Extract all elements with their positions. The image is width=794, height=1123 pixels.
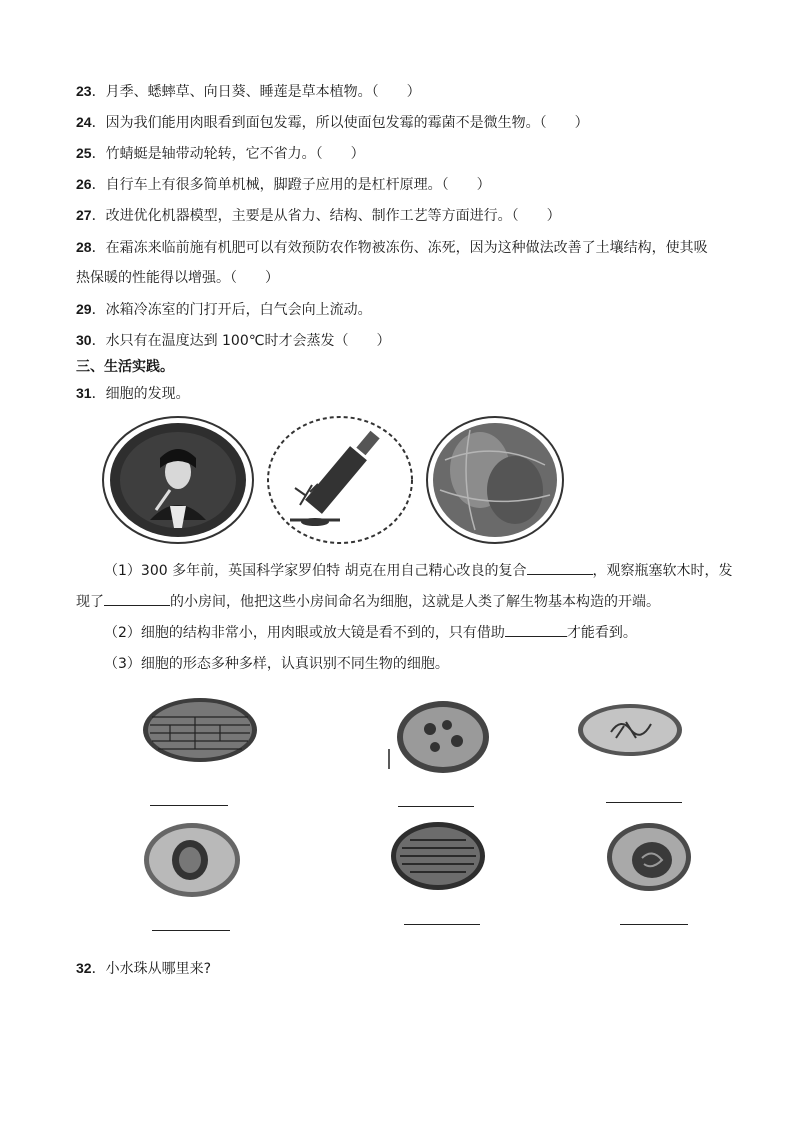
- question-text: 热保暖的性能得以增强。（ ）: [76, 270, 279, 286]
- q31-part3: （3）细胞的形态多种多样，认真识别不同生物的细胞。: [104, 656, 449, 672]
- question-32-title: [76, 958, 724, 979]
- answer-line-cell-5[interactable]: [404, 924, 480, 925]
- cell-image-5: [388, 820, 488, 892]
- question-number: 26: [76, 176, 92, 192]
- question-text: ．自行车上有很多简单机械，脚蹬子应用的是杠杆原理。（ ）: [91, 177, 491, 193]
- question-text: ．小水珠从哪里来?: [91, 961, 212, 977]
- question-27: [76, 205, 724, 226]
- question-text: ．冰箱冷冻室的门打开后，白气会向上流动。: [91, 302, 372, 318]
- answer-blank-1[interactable]: [527, 560, 593, 575]
- q31-part1-text-a: （1）300 多年前，英国科学家罗伯特 胡克在用自己精心改良的复合: [104, 563, 527, 579]
- answer-blank-2[interactable]: [104, 591, 170, 606]
- cell-image-6: [604, 820, 694, 894]
- question-31-title: [76, 383, 724, 404]
- q31-part2-text-b: 才能看到。: [566, 625, 637, 641]
- question-number: 24: [76, 114, 92, 130]
- question-number: 27: [76, 207, 92, 223]
- cell-image-4: [142, 820, 242, 900]
- question-text: ．月季、蟋蟀草、向日葵、睡莲是草本植物。（ ）: [91, 84, 421, 100]
- question-28: [76, 237, 724, 258]
- cork-cells-image: [427, 417, 563, 543]
- q31-part2-text-a: （2）细胞的结构非常小，用肉眼或放大镜是看不到的，只有借助: [104, 625, 505, 641]
- cell-discovery-pictures: [100, 410, 570, 550]
- answer-line-cell-3[interactable]: [606, 802, 682, 803]
- question-text: ．细胞的发现。: [91, 386, 190, 402]
- cell-image-1: [140, 695, 260, 765]
- cell-image-2: [385, 697, 495, 777]
- answer-line-cell-4[interactable]: [152, 930, 230, 931]
- question-30: [76, 330, 724, 351]
- microscope-image: [268, 417, 412, 543]
- question-29: [76, 299, 724, 320]
- cell-image-3: [576, 702, 686, 762]
- answer-line-cell-6[interactable]: [620, 924, 688, 925]
- question-text: ．因为我们能用肉眼看到面包发霉，所以使面包发霉的霉菌不是微生物。（ ）: [91, 115, 589, 131]
- question-28-cont: [76, 268, 724, 288]
- q31-part1-text-b: ，观察瓶塞软木时，发: [592, 563, 733, 579]
- q31-part1-text-d: 的小房间，他把这些小房间命名为细胞，这就是人类了解生物基本构造的开端。: [170, 594, 660, 610]
- section-title: 三、生活实践。: [76, 359, 174, 375]
- answer-line-cell-2[interactable]: [398, 806, 474, 807]
- q31-part1-line1: [104, 560, 733, 581]
- question-number: 32: [76, 960, 92, 976]
- hooke-portrait-image: [103, 417, 253, 543]
- question-25: [76, 143, 724, 164]
- question-number: 30: [76, 332, 92, 348]
- question-text: ．竹蜻蜓是轴带动轮转，它不省力。（ ）: [91, 146, 365, 162]
- question-23: [76, 81, 724, 102]
- question-number: 28: [76, 239, 92, 255]
- question-number: 25: [76, 145, 92, 161]
- question-26: [76, 174, 724, 195]
- question-number: 31: [76, 385, 92, 401]
- question-number: 23: [76, 83, 92, 99]
- q31-part2: [104, 622, 724, 643]
- q31-part1-text-c: 现了: [76, 594, 104, 610]
- question-text: ．改进优化机器模型，主要是从省力、结构、制作工艺等方面进行。（ ）: [91, 208, 561, 224]
- question-text: ．在霜冻来临前施有机肥可以有效预防农作物被冻伤、冻死，因为这种做法改善了土壤结构，使其吸: [91, 240, 708, 256]
- answer-blank-3[interactable]: [505, 622, 567, 637]
- q31-part1-line2: [76, 591, 724, 612]
- answer-line-cell-1[interactable]: [150, 805, 228, 806]
- question-number: 29: [76, 301, 92, 317]
- question-24: [76, 112, 724, 133]
- question-text: ．水只有在温度达到 100℃时才会蒸发（ ）: [91, 333, 391, 349]
